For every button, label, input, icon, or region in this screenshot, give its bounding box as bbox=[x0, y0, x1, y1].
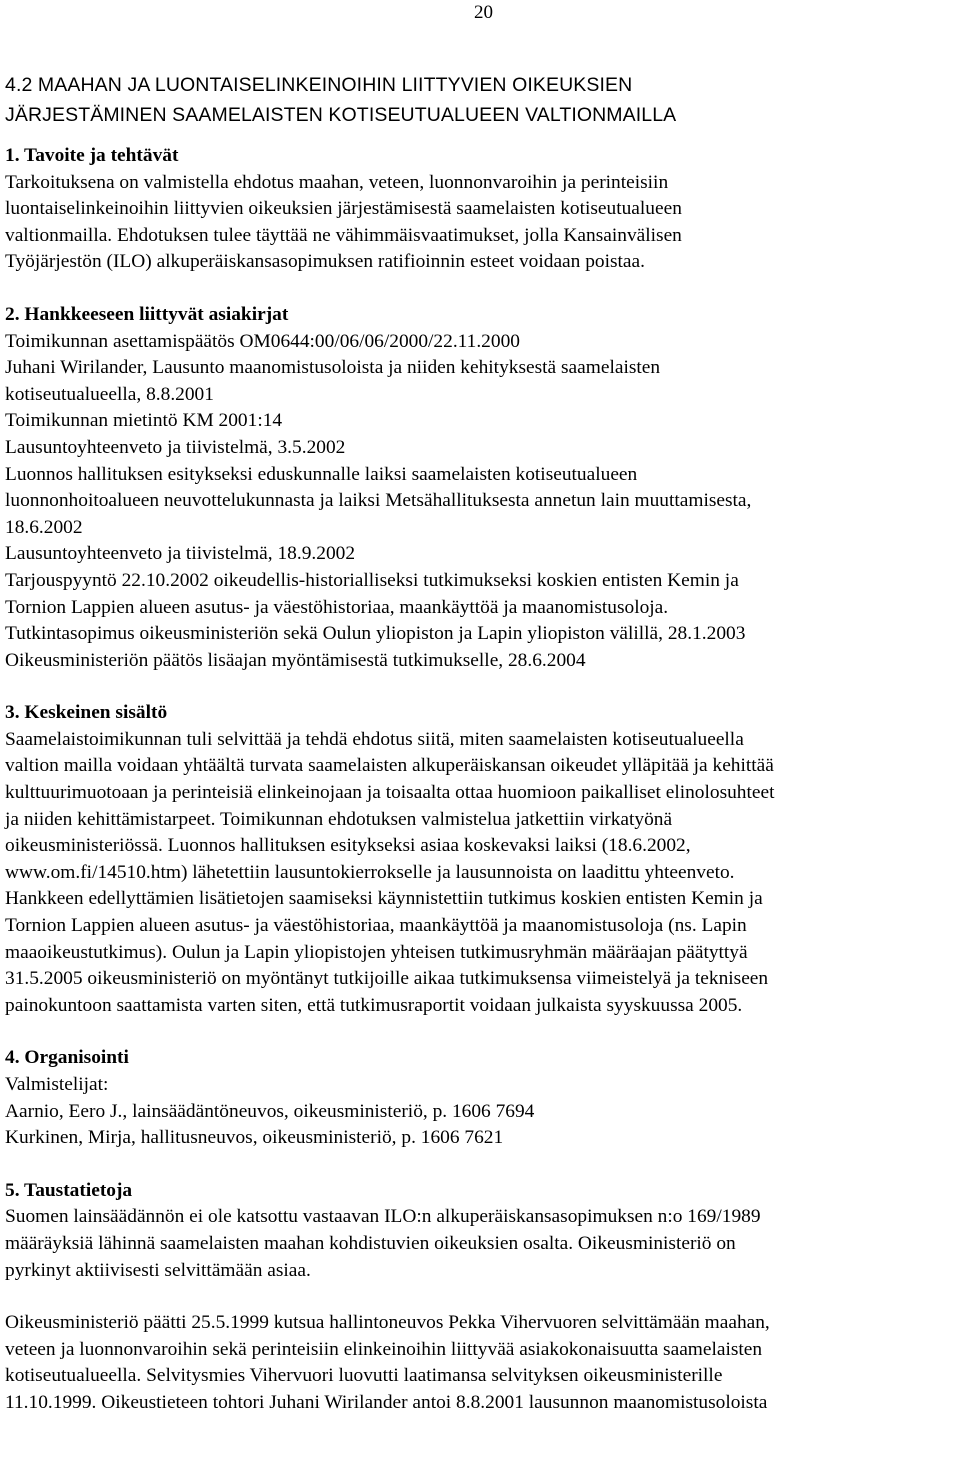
section-title: 1. Tavoite ja tehtävät bbox=[5, 145, 179, 166]
paragraph-line: Saamelaistoimikunnan tuli selvittää ja tehdä ehdotus siitä, miten saamelaisten kotiseutualueella bbox=[5, 728, 744, 750]
paragraph-line: ja niiden kehittämistarpeet. Toimikunnan ehdotuksen valmistelua jatkettiin virkatyönä bbox=[5, 808, 673, 830]
document-list-line: kotiseutualueella, 8.8.2001 bbox=[5, 383, 214, 405]
page-number: 20 bbox=[474, 2, 493, 23]
paragraph-line: pyrkinyt aktiivisesti selvittämään asiaa. bbox=[5, 1259, 311, 1281]
paragraph-line: Oikeusministeriö päätti 25.5.1999 kutsua hallintoneuvos Pekka Vihervuoren selvittämään maahan, bbox=[5, 1312, 770, 1334]
document-list-line: Lausuntoyhteenveto ja tiivistelmä, 3.5.2002 bbox=[5, 436, 346, 458]
section-organisation bbox=[5, 1045, 955, 1151]
document-list-line: Juhani Wirilander, Lausunto maanomistusoloista ja niiden kehityksestä saamelaisten bbox=[5, 357, 661, 379]
document-list-line: Tutkintasopimus oikeusministeriön sekä Oulun yliopiston ja Lapin yliopiston välillä, 28.1.2003 bbox=[5, 623, 746, 645]
paragraph-line: kotiseutualueella. Selvitysmies Vihervuori luovutti laatimansa selvityksen oikeusministerille bbox=[5, 1365, 723, 1387]
paragraph-line: määräyksiä lähinnä saamelaisten maahan kohdistuvien oikeuksien osalta. Oikeusministeriö on bbox=[5, 1232, 736, 1254]
document-list-line: Lausuntoyhteenveto ja tiivistelmä, 18.9.2002 bbox=[5, 543, 356, 565]
paragraph-line: maaoikeustutkimus). Oulun ja Lapin yliopistojen yhteisen tutkimusryhmän määräajan päätyttyä bbox=[5, 941, 748, 963]
paragraph-line: kulttuurimuotoaan ja perinteisiä elinkeinojaan ja toisaalta ottaa huomioon paikalliset elinolosuhteet bbox=[5, 782, 775, 804]
section-documents bbox=[5, 302, 955, 674]
paragraph-line: valtion mailla voidaan yhtäältä turvata saamelaisten alkuperäiskansan oikeudet ylläpitää ja kehittää bbox=[5, 755, 774, 777]
paragraph-line: Tarkoituksena on valmistella ehdotus maahan, veteen, luonnonvaroihin ja perinteisiin bbox=[5, 171, 669, 193]
document-list-line: luonnonhoitoalueen neuvottelukunnasta ja laiksi Metsähallituksesta annetun lain muuttamisesta, bbox=[5, 490, 752, 512]
document-list-line: Toimikunnan mietintö KM 2001:14 bbox=[5, 410, 283, 432]
paragraph-line: painokuntoon saattamista varten siten, että tutkimusraportit voidaan julkaista syyskuussa 2005. bbox=[5, 994, 743, 1016]
paragraph-line: Hankkeen edellyttämien lisätietojen saamiseksi käynnistettiin tutkimus koskien entisten Kemin ja bbox=[5, 888, 763, 910]
section-title: 3. Keskeinen sisältö bbox=[5, 702, 168, 724]
section-objective bbox=[5, 143, 955, 276]
paragraph-line: veteen ja luonnonvaroihin sekä perinteisiin elinkeinoihin liittyvää asiakokonaisuutta saamelaisten bbox=[5, 1338, 763, 1360]
document-list-line: Tornion Lappien alueen asutus- ja väestöhistoriaa, maankäyttöä ja maanomistusoloja. bbox=[5, 596, 669, 618]
paragraph-line: luontaiselinkeinoihin liittyvien oikeuksien järjestämisestä saamelaisten kotiseutualueen bbox=[5, 198, 682, 220]
chapter-heading bbox=[5, 70, 955, 130]
chapter-heading-line-1: 4.2 MAAHAN JA LUONTAISELINKEINOIHIN LIITTYVIEN OIKEUKSIEN bbox=[5, 74, 633, 96]
chapter-heading-line-2: JÄRJESTÄMINEN SAAMELAISTEN KOTISEUTUALUEEN VALTIONMAILLA bbox=[5, 104, 677, 126]
section-title: 4. Organisointi bbox=[5, 1047, 129, 1069]
paragraph-line: oikeusministeriössä. Luonnos hallituksen esitykseksi asiaa koskevaksi laiksi (18.6.2002, bbox=[5, 835, 691, 857]
document-list-line: Toimikunnan asettamispäätös OM0644:00/06/06/2000/22.11.2000 bbox=[5, 330, 520, 352]
document-list-line: Luonnos hallituksen esitykseksi eduskunnalle laiksi saamelaisten kotiseutualueen bbox=[5, 463, 638, 485]
paragraph-line: valtionmailla. Ehdotuksen tulee täyttää ne vähimmäisvaatimukset, jolla Kansainvälisen bbox=[5, 224, 682, 246]
paragraph-line: 31.5.2005 oikeusministeriö on myöntänyt tutkijoille aikaa tutkimuksensa viimeistelyä ja tekniseen bbox=[5, 968, 769, 990]
document-body bbox=[5, 70, 955, 1417]
paragraph-line: Tornion Lappien alueen asutus- ja väestöhistoriaa, maankäyttöä ja maanomistusoloja (ns. Lapin bbox=[5, 915, 747, 937]
paragraph-line: Valmistelijat: bbox=[5, 1074, 109, 1095]
paragraph-line: Suomen lainsäädännön ei ole katsottu vastaavan ILO:n alkuperäiskansasopimuksen n:o 169/1989 bbox=[5, 1206, 761, 1228]
paragraph-line: 11.10.1999. Oikeustieteen tohtori Juhani Wirilander antoi 8.8.2001 lausunnon maanomistusoloista bbox=[5, 1391, 768, 1413]
contact-line: Kurkinen, Mirja, hallitusneuvos, oikeusministeriö, p. 1606 7621 bbox=[5, 1127, 504, 1149]
section-title: 2. Hankkeeseen liittyvät asiakirjat bbox=[5, 303, 289, 325]
section-background bbox=[5, 1178, 955, 1417]
document-list-line: 18.6.2002 bbox=[5, 516, 83, 538]
document-list-line: Oikeusministeriön päätös lisäajan myöntämisestä tutkimukselle, 28.6.2004 bbox=[5, 649, 586, 671]
paragraph-line: www.om.fi/14510.htm) lähetettiin lausuntokierrokselle ja lausunnoista on laadittu yhteenveto. bbox=[5, 861, 735, 883]
paragraph-line: Työjärjestön (ILO) alkuperäiskansasopimuksen ratifioinnin esteet voidaan poistaa. bbox=[5, 251, 645, 273]
document-list-line: Tarjouspyyntö 22.10.2002 oikeudellis-historialliseksi tutkimukseksi koskien entisten Kemin ja bbox=[5, 569, 739, 591]
section-key-content bbox=[5, 700, 955, 1019]
section-title: 5. Taustatietoja bbox=[5, 1179, 133, 1201]
contact-line: Aarnio, Eero J., lainsäädäntöneuvos, oikeusministeriö, p. 1606 7694 bbox=[5, 1100, 535, 1122]
